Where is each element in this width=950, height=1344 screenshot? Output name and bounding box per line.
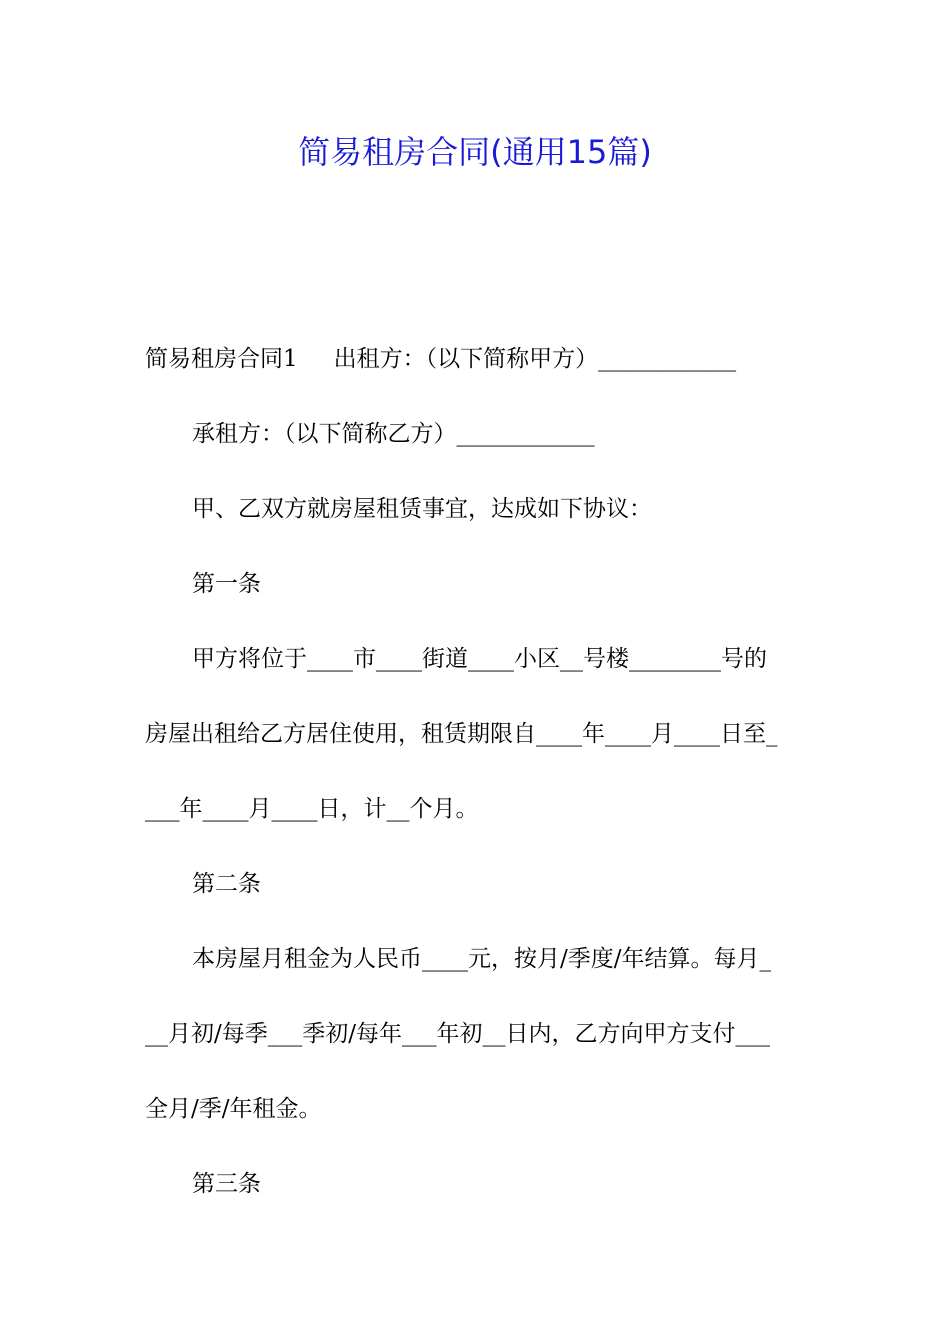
contract-heading-number: 简易租房合同1 (145, 346, 298, 372)
paragraph-line: 房屋出租给乙方居住使用，租赁期限自____年____月____日至_ (145, 721, 778, 747)
document-title: 简易租房合同(通用15篇) (298, 133, 652, 171)
paragraph-line: 甲方将位于____市____街道____小区__号楼________号的 (192, 646, 767, 672)
agreement-intro: 甲、乙双方就房屋租赁事宜，达成如下协议： (192, 496, 652, 522)
paragraph-line: __月初/每季___季初/每年___年初__日内，乙方向甲方支付___ (145, 1021, 770, 1047)
article-heading: 第三条 (192, 1171, 261, 1197)
paragraph-line: 本房屋月租金为人民币____元，按月/季度/年结算。每月_ (192, 946, 771, 972)
lessor-line: 出租方：（以下简称甲方）____________ (333, 346, 737, 372)
paragraph-line: ___年____月____日，计__个月。 (145, 796, 479, 822)
paragraph-line (145, 341, 736, 377)
article-heading: 第二条 (192, 871, 261, 897)
lessee-line: 承租方：（以下简称乙方）____________ (192, 421, 595, 447)
paragraph-line: 全月/季/年租金。 (145, 1096, 322, 1122)
article-heading: 第一条 (192, 571, 261, 597)
